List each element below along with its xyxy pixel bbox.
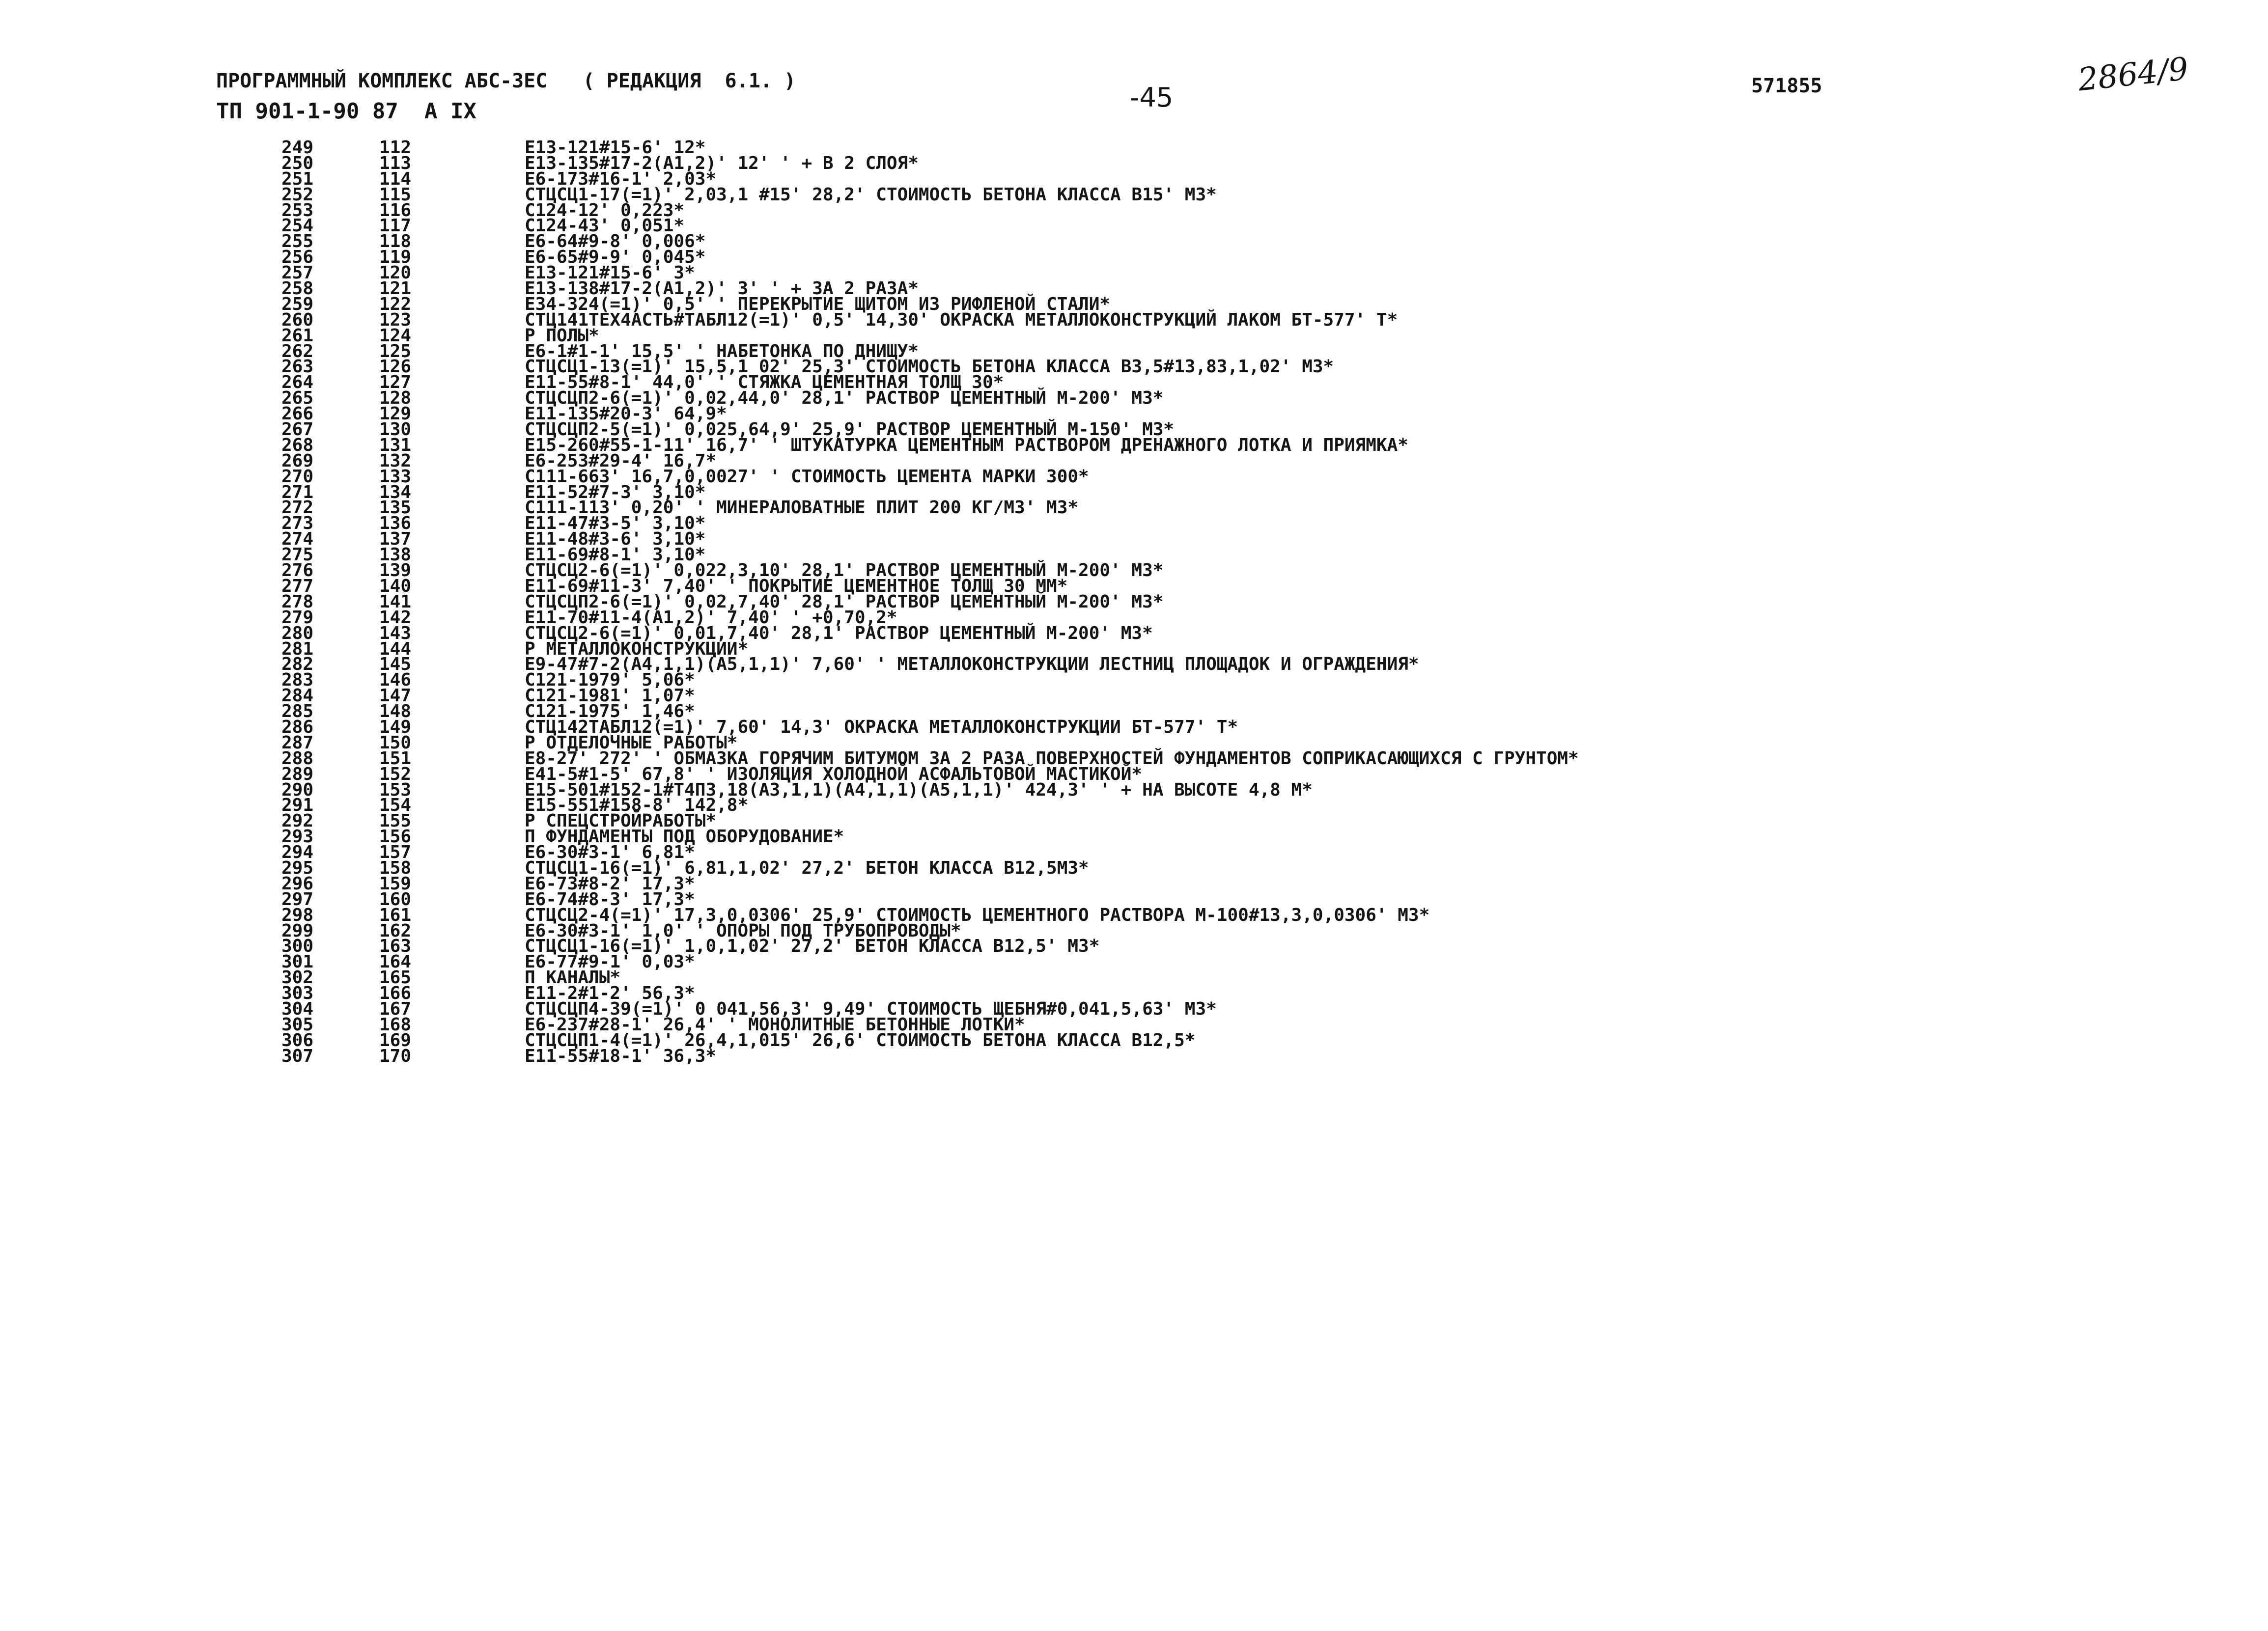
line-number: 299 [281,920,313,941]
line-number: 282 [281,654,313,675]
record-number: 149 [379,717,411,737]
record-number: 126 [379,357,411,377]
line-number: 283 [281,670,313,691]
record-number: 120 [379,263,411,283]
listing-row [0,842,2268,863]
line-number: 264 [281,372,313,393]
line-number: 296 [281,873,313,894]
record-text: Е11-70#11-4(А1,2)' 7,40' ' +0,70,2* [525,607,897,628]
record-number: 166 [379,983,411,1004]
line-number: 265 [281,388,313,409]
line-number: 288 [281,748,313,769]
record-text: Е6-1#1-1' 15,5' ' НАБЕТОНКА ПО ДНИЩУ* [525,341,919,361]
record-text: СТЦСЦ2-6(=1)' 0,022,3,10' 28,1' РАСТВОР ЦЕМЕНТНЫЙ М-200' М3* [525,560,1164,581]
line-number: 252 [281,184,313,205]
record-number: 141 [379,591,411,612]
record-number: 170 [379,1046,411,1066]
record-text: Е9-47#7-2(А4,1,1)(А5,1,1)' 7,60' ' МЕТАЛЛОКОНСТРУКЦИИ ЛЕСТНИЦ ПЛОЩАДОК И ОГРАЖДЕНИЯ* [525,654,1419,675]
listing-row [0,670,2268,691]
line-number: 273 [281,513,313,534]
record-number: 125 [379,341,411,361]
listing-row [0,829,2268,845]
record-number: 161 [379,905,411,925]
line-number: 280 [281,623,313,643]
listing-row [0,998,2268,1019]
record-number: 132 [379,450,411,471]
record-number: 137 [379,529,411,550]
line-number: 251 [281,168,313,189]
record-text: СТЦСЦ1-16(=1)' 6,81,1,02' 27,2' БЕТОН КЛАССА В12,5М3* [525,857,1089,878]
listing-row [0,309,2268,330]
line-number: 285 [281,701,313,722]
page-number: -45 [1130,82,1174,113]
line-number: 250 [281,153,313,173]
line-number: 266 [281,404,313,424]
listing-row [0,779,2268,800]
line-number: 301 [281,952,313,972]
record-text: П ФУНДАМЕНТЫ ПОД ОБОРУДОВАНИЕ* [525,827,844,847]
record-text: Е15-501#152-1#Т4П3,18(А3,1,1)(А4,1,1)(А5,1,1)' 424,3' ' + НА ВЫСОТЕ 4,8 М* [525,779,1313,800]
line-number: 306 [281,1030,313,1050]
listing-row [0,466,2268,487]
record-number: 128 [379,388,411,409]
record-number: 113 [379,153,411,173]
record-number: 148 [379,701,411,722]
listing-row [0,873,2268,894]
record-text: Е13-121#15-6' 3* [525,263,695,283]
line-number: 304 [281,998,313,1019]
line-number: 255 [281,231,313,252]
record-number: 119 [379,247,411,268]
record-text: Е15-260#55-1-11' 16,7' ' ШТУКАТУРКА ЦЕМЕНТНЫМ РАСТВОРОМ ДРЕНАЖНОГО ЛОТКА И ПРИЯМКА* [525,435,1408,455]
line-number: 263 [281,357,313,377]
record-text: Е11-55#8-1' 44,0' ' СТЯЖКА ЦЕМЕНТНАЯ ТОЛЩ 30* [525,372,1004,393]
listing-row [0,813,2268,829]
listing-row [0,388,2268,409]
listing-row [0,936,2268,957]
record-number: 131 [379,435,411,455]
record-text: СТЦСЦ1-17(=1)' 2,03,1 #15' 28,2' СТОИМОСТЬ БЕТОНА КЛАССА В15' М3* [525,184,1217,205]
record-number: 121 [379,278,411,299]
line-number: 270 [281,466,313,487]
line-number: 293 [281,827,313,847]
line-number: 289 [281,764,313,784]
record-number: 139 [379,560,411,581]
listing-row [0,450,2268,471]
line-number: 284 [281,686,313,706]
line-number: 305 [281,1014,313,1035]
record-number: 154 [379,795,411,816]
line-number: 295 [281,857,313,878]
project-mark: А IХ [424,99,476,124]
listing-row [0,1030,2268,1050]
line-number: 254 [281,216,313,236]
line-number: 292 [281,811,313,831]
record-text: Р ПОЛЫ* [525,325,599,346]
record-text: Е11-55#18-1' 36,3* [525,1046,717,1066]
record-text: СТЦ142ТАБЛ12(=1)' 7,60' 14,3' ОКРАСКА МЕТАЛЛОКОНСТРУКЦИИ БТ-577' Т* [525,717,1238,737]
record-number: 140 [379,576,411,596]
record-number: 134 [379,482,411,502]
record-text: СТЦСЦП2-6(=1)' 0,02,7,40' 28,1' РАСТВОР ЦЕМЕНТНЫЙ М-200' М3* [525,591,1164,612]
record-text: СТЦСЦ2-6(=1)' 0,01,7,40' 28,1' РАСТВОР ЦЕМЕНТНЫЙ М-200' М3* [525,623,1153,643]
line-number: 269 [281,450,313,471]
record-number: 142 [379,607,411,628]
record-number: 144 [379,638,411,659]
listing-row [0,954,2268,970]
record-text: Е6-30#3-1' 6,81* [525,842,695,863]
record-number: 157 [379,842,411,863]
listing-row [0,654,2268,675]
line-number: 256 [281,247,313,268]
listing-row [0,920,2268,941]
project-code-text: ТП 901-1-90 87 [216,99,398,124]
listing-row [0,218,2268,234]
record-number: 159 [379,873,411,894]
record-number: 124 [379,325,411,346]
record-number: 127 [379,372,411,393]
record-number: 146 [379,670,411,691]
listing-row [0,719,2268,735]
line-number: 268 [281,435,313,455]
record-number: 150 [379,732,411,753]
record-number: 156 [379,827,411,847]
line-number: 303 [281,983,313,1004]
listing-row [0,795,2268,816]
line-number: 249 [281,138,313,158]
line-number: 261 [281,325,313,346]
record-text: Е11-47#3-5' 3,10* [525,513,706,534]
record-text: Е11-52#7-3' 3,10* [525,482,706,502]
record-number: 112 [379,138,411,158]
record-number: 114 [379,168,411,189]
record-text: Е6-237#28-1' 26,4' ' МОНОЛИТНЫЕ БЕТОННЫЕ ЛОТКИ* [525,1014,1025,1035]
record-text: Е6-65#9-9' 0,045* [525,247,706,268]
listing-row [0,970,2268,986]
listing-row [0,688,2268,704]
line-number: 300 [281,936,313,957]
record-text: Е15-551#158-8' 142,8* [525,795,749,816]
listing-row [0,482,2268,502]
listing-row [0,623,2268,643]
line-number: 275 [281,545,313,565]
project-code [216,101,476,122]
handwritten-sheet-number: 2864/9 [2076,51,2190,99]
record-text: СТЦСЦ2-4(=1)' 17,3,0,0306' 25,9' СТОИМОСТЬ ЦЕМЕНТНОГО РАСТВОРА М-100#13,3,0,0306' М3* [525,905,1430,925]
record-text: Е6-173#16-1' 2,03* [525,168,717,189]
record-number: 158 [379,857,411,878]
record-text: Е6-30#3-1' 1,0' ' ОПОРЫ ПОД ТРУБОПРОВОДЫ* [525,920,961,941]
record-text: Е6-73#8-2' 17,3* [525,873,695,894]
line-number: 291 [281,795,313,816]
record-text: СТЦСЦ1-13(=1)' 15,5,1 02' 25,3' СТОИМОСТЬ БЕТОНА КЛАССА В3,5#13,83,1,02' М3* [525,357,1334,377]
record-number: 169 [379,1030,411,1050]
line-number: 278 [281,591,313,612]
line-number: 259 [281,294,313,314]
record-number: 164 [379,952,411,972]
record-text: Е11-135#20-3' 64,9* [525,404,727,424]
record-text: Е13-121#15-6' 12* [525,138,706,158]
record-text: С111-113' 0,20' ' МИНЕРАЛОВАТНЫЕ ПЛИТ 200 КГ/М3' М3* [525,498,1079,518]
record-text: СТЦСЦП2-6(=1)' 0,02,44,0' 28,1' РАСТВОР ЦЕМЕНТНЫЙ М-200' М3* [525,388,1164,409]
record-text: С121-1975' 1,46* [525,701,695,722]
listing-row [0,247,2268,268]
listing-row [0,591,2268,612]
listing-row [0,140,2268,156]
record-number: 153 [379,779,411,800]
line-number: 297 [281,889,313,910]
record-text: Е11-69#8-1' 3,10* [525,545,706,565]
listing-row [0,529,2268,550]
line-number: 277 [281,576,313,596]
record-text: СТЦСЦП4-39(=1)' 0 041,56,3' 9,49' СТОИМОСТЬ ЩЕБНЯ#0,041,5,63' М3* [525,998,1217,1019]
record-text: СТЦСЦ1-16(=1)' 1,0,1,02' 27,2' БЕТОН КЛАССА В12,5' М3* [525,936,1100,957]
record-text: Р МЕТАЛЛОКОНСТРУКЦИИ* [525,638,749,659]
record-number: 167 [379,998,411,1019]
record-number: 115 [379,184,411,205]
line-number: 279 [281,607,313,628]
record-text: П КАНАЛЫ* [525,968,621,988]
line-number: 267 [281,419,313,440]
listing-row [0,500,2268,516]
record-text: СТЦСЦП2-5(=1)' 0,025,64,9' 25,9' РАСТВОР ЦЕМЕНТНЫЙ М-150' М3* [525,419,1175,440]
listing-row [0,560,2268,581]
record-text: Е13-138#17-2(А1,2)' 3' ' + ЗА 2 РАЗА* [525,278,919,299]
line-number: 307 [281,1046,313,1066]
record-text: Е11-2#1-2' 56,3* [525,983,695,1004]
record-number: 168 [379,1014,411,1035]
record-number: 136 [379,513,411,534]
listing-row [0,200,2268,221]
listing-row [0,231,2268,252]
record-number: 118 [379,231,411,252]
line-number: 302 [281,968,313,988]
line-number: 258 [281,278,313,299]
line-number: 298 [281,905,313,925]
record-number: 165 [379,968,411,988]
record-text: Е8-27' 272' ' ОБМАЗКА ГОРЯЧИМ БИТУМОМ ЗА 2 РАЗА ПОВЕРХНОСТЕЙ ФУНДАМЕНТОВ СОПРИКАСАЮЩИХСЯ С ГРУНТОМ* [525,748,1579,769]
record-number: 147 [379,686,411,706]
line-number: 262 [281,341,313,361]
record-text: Е41-5#1-5' 67,8' ' ИЗОЛЯЦИЯ ХОЛОДНОЙ АСФАЛЬТОВОЙ МАСТИКОЙ* [525,764,1143,784]
record-text: Р СПЕЦСТРОЙРАБОТЫ* [525,811,717,831]
listing-row [0,153,2268,173]
listing-row [0,905,2268,925]
record-number: 160 [379,889,411,910]
listing-row [0,184,2268,205]
listing-row [0,435,2268,455]
listing-row [0,513,2268,534]
listing-row [0,265,2268,281]
record-text: Е6-77#9-1' 0,03* [525,952,695,972]
record-text: СТЦСЦП1-4(=1)' 26,4,1,015' 26,6' СТОИМОСТЬ БЕТОНА КЛАССА В12,5* [525,1030,1196,1050]
record-number: 116 [379,200,411,221]
record-text: Е6-253#29-4' 16,7* [525,450,717,471]
line-number: 287 [281,732,313,753]
listing-row [0,1046,2268,1066]
record-number: 129 [379,404,411,424]
record-text: С121-1981' 1,07* [525,686,695,706]
document-code: 571855 [1751,75,1822,97]
line-number: 274 [281,529,313,550]
record-number: 138 [379,545,411,565]
line-number: 290 [281,779,313,800]
record-text: С124-43' 0,051* [525,216,685,236]
record-text: С111-663' 16,7,0,0027' ' СТОИМОСТЬ ЦЕМЕНТА МАРКИ 300* [525,466,1089,487]
line-number: 271 [281,482,313,502]
record-text: С124-12' 0,223* [525,200,685,221]
record-number: 122 [379,294,411,314]
record-number: 162 [379,920,411,941]
listing-row [0,359,2268,375]
record-text: Е34-324(=1)' 0,5' ' ПЕРЕКРЫТИЕ ЩИТОМ ИЗ РИФЛЕНОЙ СТАЛИ* [525,294,1111,314]
record-number: 143 [379,623,411,643]
record-number: 163 [379,936,411,957]
record-text: Р ОТДЕЛОЧНЫЕ РАБОТЫ* [525,732,738,753]
line-number: 272 [281,498,313,518]
line-number: 294 [281,842,313,863]
listing-row [0,278,2268,299]
line-number: 276 [281,560,313,581]
record-text: Е6-64#9-8' 0,006* [525,231,706,252]
record-text: Е6-74#8-3' 17,3* [525,889,695,910]
record-number: 117 [379,216,411,236]
record-number: 133 [379,466,411,487]
line-number: 281 [281,638,313,659]
record-number: 145 [379,654,411,675]
line-number: 257 [281,263,313,283]
record-text: Е11-48#3-6' 3,10* [525,529,706,550]
line-number: 260 [281,309,313,330]
record-number: 123 [379,309,411,330]
record-text: С121-1979' 5,06* [525,670,695,691]
record-text: Е11-69#11-3' 7,40' ' ПОКРЫТИЕ ЦЕМЕНТНОЕ ТОЛЩ 30 ММ* [525,576,1068,596]
program-title: ПРОГРАММНЫЙ КОМПЛЕКС АБС-ЗЕС ( РЕДАКЦИЯ 6.1. ) [216,70,796,92]
record-number: 130 [379,419,411,440]
line-number: 286 [281,717,313,737]
record-number: 152 [379,764,411,784]
record-text: Е13-135#17-2(А1,2)' 12' ' + В 2 СЛОЯ* [525,153,919,173]
record-number: 151 [379,748,411,769]
record-number: 155 [379,811,411,831]
record-text: СТЦ141ТЕХ4АСТЬ#ТАБЛ12(=1)' 0,5' 14,30' ОКРАСКА МЕТАЛЛОКОНСТРУКЦИЙ ЛАКОМ БТ-577' Т* [525,309,1398,330]
line-number: 253 [281,200,313,221]
record-number: 135 [379,498,411,518]
estimate-listing [0,140,2268,1064]
listing-row [0,325,2268,346]
listing-row [0,857,2268,878]
